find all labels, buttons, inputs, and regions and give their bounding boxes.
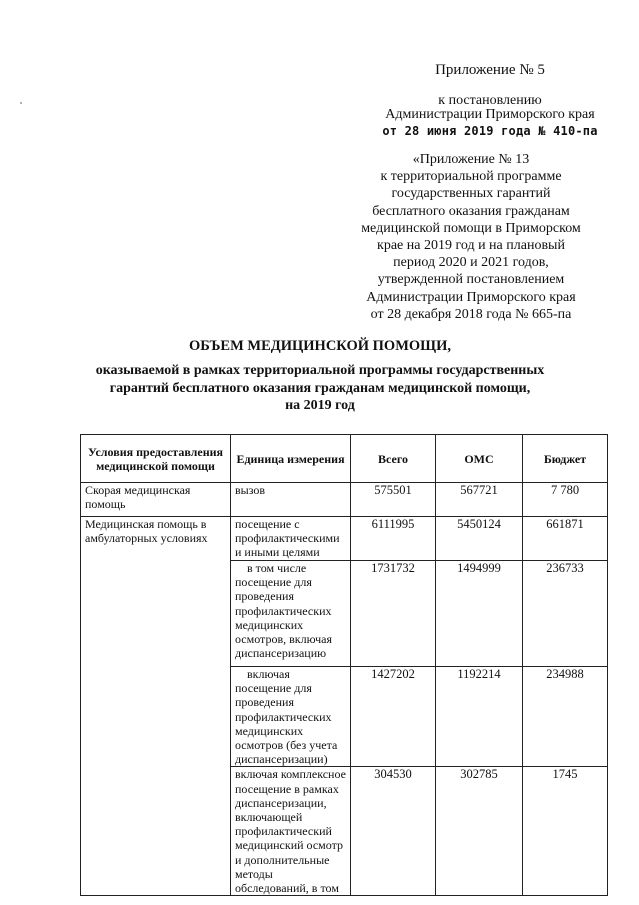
annex-line: к территориальной программе [380,169,562,185]
oms-cell: 302785 [436,767,523,896]
scan-speck [20,102,22,104]
annex-line: Администрации Приморского края [366,289,576,305]
table-row-emergency [81,483,608,517]
condition-cell-outpatient: Медицинская помощь в амбулаторных условиях [81,517,231,896]
oms-cell: 1192214 [436,667,523,767]
authority-line: Администрации Приморского края [385,107,595,122]
table-header-row [81,435,608,483]
annex-line: утвержденной постановлением [377,272,565,288]
header-conditions: Условия предоставления медицинской помощи [81,435,231,483]
document-title: ОБЪЕМ МЕДИЦИНСКОЙ ПОМОЩИ, [189,338,451,354]
annex-reference [352,151,590,323]
annex-line: крае на 2019 год и на плановый [377,238,565,254]
header-total: Всего [351,435,436,483]
header-unit: Единица измерения [231,435,351,483]
budget-cell: 1745 [523,767,608,896]
subtitle-line: оказываемой в рамках территориальной программы государственных [95,363,545,378]
total-cell: 304530 [351,767,436,896]
unit-cell: включая посещение для проведения профилактических медицинских осмотров (без учета диспансеризации) [231,667,351,767]
resolution-ref: к постановлению [438,93,542,108]
condition-cell: Скорая медицинская помощь [81,483,231,517]
annex-line: государственных гарантий [391,186,551,202]
unit-cell: в том числе посещение для проведения профилактических медицинских осмотров, включая диспансеризацию [231,561,351,667]
resolution-stamp: от 28 июня 2019 года № 410-па [382,124,598,138]
subtitle-line: гарантий бесплатного оказания гражданам медицинской помощи, [109,380,531,396]
budget-cell: 236733 [523,561,608,667]
annex-line: «Приложение № 13 [412,152,530,167]
table-row [81,517,608,561]
header-oms: ОМС [436,435,523,483]
unit-cell: включая комплексное посещение в рамках диспансеризации, включающей профилактический медицинский осмотр и дополнительные методы обследований, в том [231,767,351,896]
oms-cell: 5450124 [436,517,523,561]
budget-cell: 661871 [523,517,608,561]
total-cell: 1427202 [351,667,436,767]
annex-line: период 2020 и 2021 годов, [393,255,549,271]
volume-table [80,434,608,896]
unit-cell: посещение с профилактическими и иными целями [231,517,351,561]
subtitle-line: на 2019 год [285,398,355,413]
oms-cell: 567721 [436,483,523,517]
appendix-title: Приложение № 5 [435,62,545,78]
unit-cell: вызов [231,483,351,517]
budget-cell: 234988 [523,667,608,767]
annex-line: медицинской помощи в Приморском [361,220,581,236]
budget-cell: 7 780 [523,483,608,517]
document-subtitle [60,362,580,415]
annex-line: от 28 декабря 2018 года № 665-па [370,306,572,322]
header-budget: Бюджет [523,435,608,483]
oms-cell: 1494999 [436,561,523,667]
total-cell: 1731732 [351,561,436,667]
annex-line: бесплатного оказания гражданам [372,203,570,219]
total-cell: 575501 [351,483,436,517]
total-cell: 6111995 [351,517,436,561]
